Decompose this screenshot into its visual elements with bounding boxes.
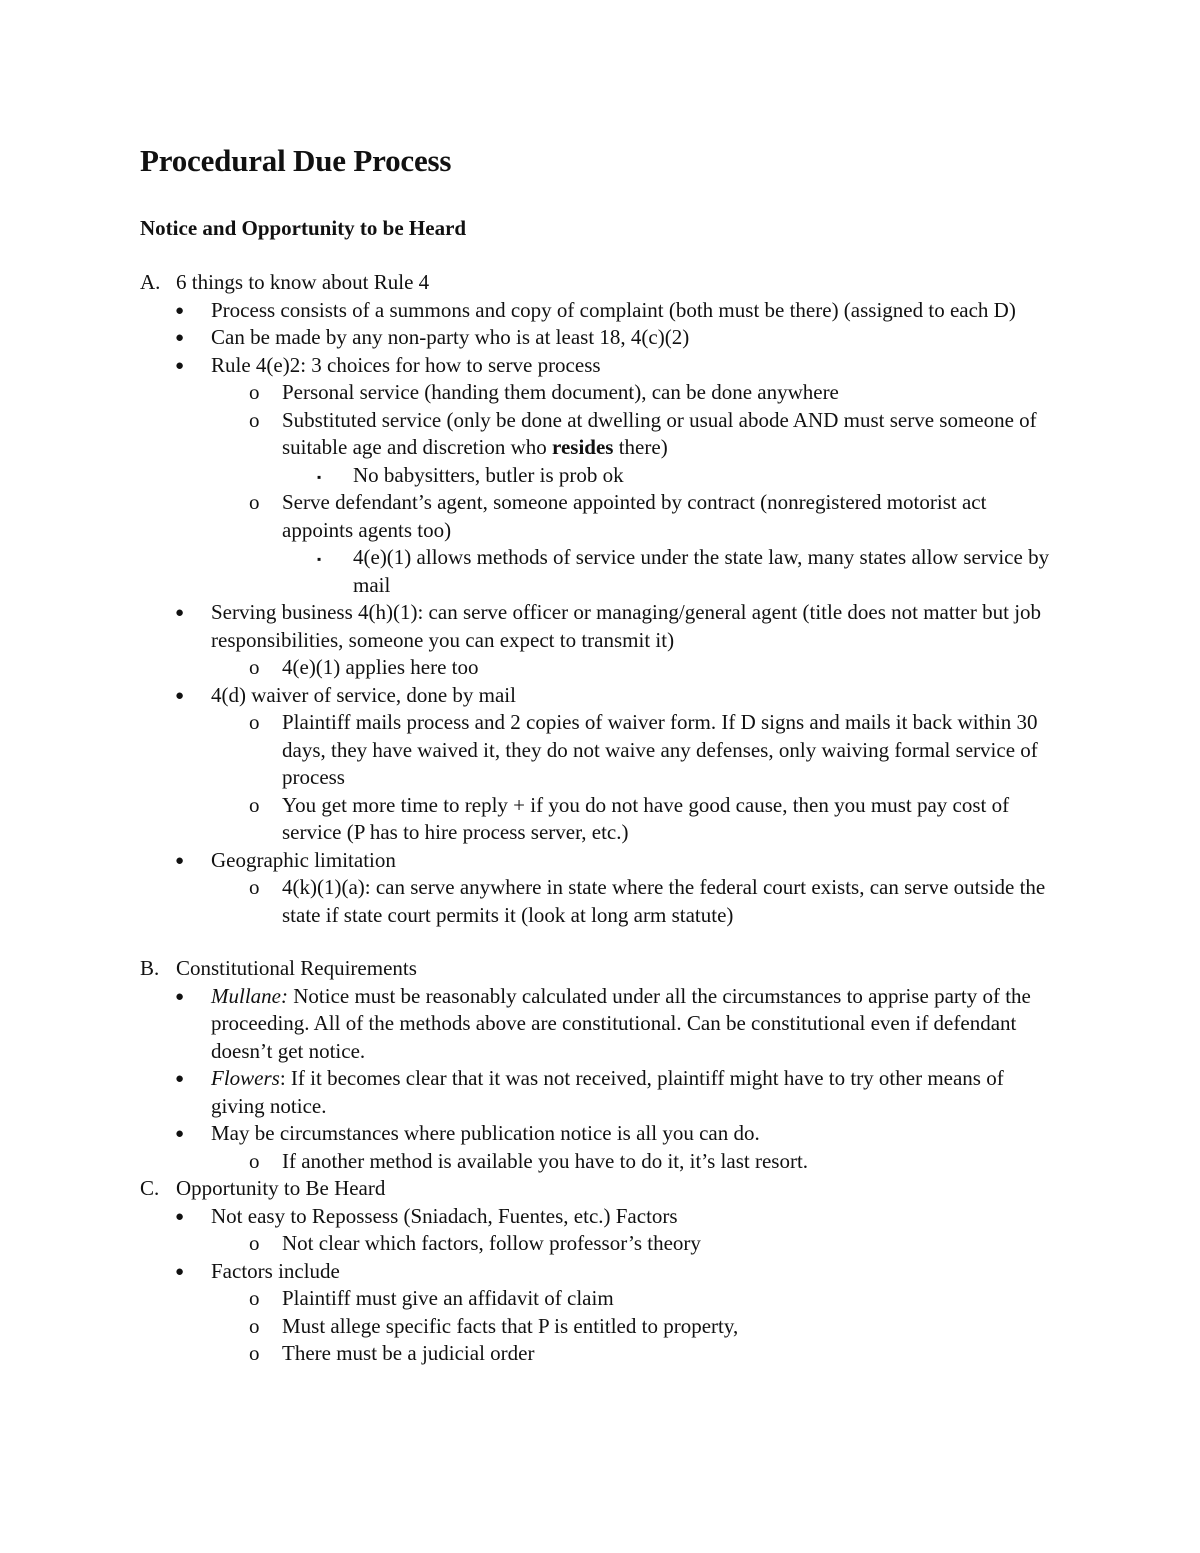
circle-bullet-icon: o xyxy=(249,490,260,514)
item-text: Personal service (handing them document), can be done anywhere xyxy=(282,380,839,404)
item-text: Not easy to Repossess (Sniadach, Fuentes, etc.) Factors xyxy=(211,1203,678,1228)
circle-bullet-icon: o xyxy=(249,407,260,432)
item-text: Process consists of a summons and copy of complaint (both must be there) (assigned to each D) xyxy=(211,297,1016,322)
sub-list-item xyxy=(249,1285,1062,1313)
circle-bullet-icon: o xyxy=(249,1148,260,1173)
bullet-icon: ● xyxy=(175,302,185,319)
list-item xyxy=(175,1120,1061,1148)
item-text: Serve defendant’s agent, someone appointed by contract (nonregistered motorist act appoints agents too) xyxy=(282,490,987,542)
item-text: Rule 4(e)2: 3 choices for how to serve process xyxy=(211,352,601,377)
text-run: : If it becomes clear that it was not received, plaintiff might have to try other means of giving notice. xyxy=(211,1066,1004,1118)
sub-list-item xyxy=(249,1313,1062,1341)
circle-bullet-icon: o xyxy=(249,380,260,404)
item-text: Constitutional Requirements xyxy=(176,956,417,980)
marker-letter: C. xyxy=(140,1176,160,1200)
sub-list-item xyxy=(249,874,1062,929)
sub-sub-list-item xyxy=(317,544,1053,599)
item-text: 4(k)(1)(a): can serve anywhere in state where the federal court exists, can serve outside the state if state court permits it (look at long arm statute) xyxy=(282,875,1046,927)
item-text: There must be a judicial order xyxy=(282,1341,535,1365)
item-text: If another method is available you have to do it, it’s last resort. xyxy=(282,1148,809,1173)
square-bullet-icon: ▪ xyxy=(317,552,322,566)
marker-letter: B. xyxy=(140,956,160,980)
list-item xyxy=(175,599,1061,654)
sub-list-item xyxy=(249,1230,1062,1258)
list-item xyxy=(175,682,1061,710)
sub-list-item xyxy=(249,1340,1062,1368)
bullet-icon: ● xyxy=(175,988,185,1005)
circle-bullet-icon: o xyxy=(249,1231,260,1255)
list-item xyxy=(175,297,1061,325)
sub-sub-list-item xyxy=(317,462,1053,490)
square-bullet-icon: ▪ xyxy=(317,469,322,484)
item-text: Plaintiff must give an affidavit of claim xyxy=(282,1286,614,1310)
list-item xyxy=(175,324,1061,352)
item-text: Plaintiff mails process and 2 copies of waiver form. If D signs and mails it back within 30 days, they have waived it, they do not waive any defenses, only waiving formal service of process xyxy=(282,710,1038,789)
emphasis-text: resides xyxy=(552,435,614,459)
bullet-icon: ● xyxy=(175,1126,185,1142)
text-run: Notice must be reasonably calculated under all the circumstances to apprise party of the proceeding. All of the methods above are constitutional. Can be constitutional even if defendant doesn’t get notice. xyxy=(211,983,1031,1063)
circle-bullet-icon: o xyxy=(249,1313,260,1338)
text-run: there) xyxy=(613,435,668,459)
item-text: No babysitters, butler is prob ok xyxy=(353,462,624,487)
outline xyxy=(0,269,1200,1368)
item-text: 4(e)(1) applies here too xyxy=(282,655,479,679)
bullet-icon: ● xyxy=(175,357,185,374)
circle-bullet-icon: o xyxy=(249,875,260,899)
sub-list-item xyxy=(249,489,1062,544)
list-item xyxy=(175,983,1061,1066)
item-text: 4(d) waiver of service, done by mail xyxy=(211,682,516,707)
circle-bullet-icon: o xyxy=(249,710,260,734)
item-text: Can be made by any non-party who is at least 18, 4(c)(2) xyxy=(211,325,690,349)
circle-bullet-icon: o xyxy=(249,792,260,817)
text-run: Substituted service (only be done at dwelling or usual abode AND must serve someone of suitable age and discretion who xyxy=(282,407,1037,459)
sub-list-item xyxy=(249,379,1062,407)
sub-list-item xyxy=(249,1148,1062,1176)
outline-item-c xyxy=(140,1175,1056,1203)
bullet-icon: ● xyxy=(175,1071,185,1087)
sub-list-item xyxy=(249,654,1062,682)
circle-bullet-icon: o xyxy=(249,1286,260,1310)
item-text: Serving business 4(h)(1): can serve officer or managing/general agent (title does not matter but job responsibilities, someone you can expect to transmit it) xyxy=(211,600,1042,652)
outline-item-a xyxy=(140,269,1056,297)
item-text: Must allege specific facts that P is entitled to property, xyxy=(282,1313,739,1338)
item-text: 4(e)(1) allows methods of service under the state law, many states allow service by mail xyxy=(353,545,1050,597)
list-item xyxy=(175,1203,1061,1231)
list-item xyxy=(175,352,1061,380)
circle-bullet-icon: o xyxy=(249,1341,260,1365)
list-item xyxy=(175,1065,1061,1120)
spacer xyxy=(0,929,1200,955)
case-name: Flowers xyxy=(211,1066,280,1090)
bullet-icon: ● xyxy=(175,687,185,704)
item-text xyxy=(211,1065,1061,1120)
outline-item-b xyxy=(140,955,1056,983)
item-text: May be circumstances where publication notice is all you can do. xyxy=(211,1121,760,1145)
item-text: Geographic limitation xyxy=(211,847,396,872)
sub-list-item xyxy=(249,709,1062,792)
bullet-icon: ● xyxy=(175,330,185,346)
bullet-icon: ● xyxy=(175,1263,185,1280)
circle-bullet-icon: o xyxy=(249,655,260,679)
item-text: Not clear which factors, follow professor’s theory xyxy=(282,1231,701,1255)
page-title: Procedural Due Process xyxy=(140,143,452,178)
bullet-icon: ● xyxy=(175,605,185,621)
sub-list-item xyxy=(249,407,1062,462)
item-text: 6 things to know about Rule 4 xyxy=(176,270,430,294)
sub-list-item xyxy=(249,792,1062,847)
item-text: Factors include xyxy=(211,1258,340,1283)
case-name: Mullane: xyxy=(211,983,288,1008)
item-text xyxy=(211,983,1061,1066)
item-text: You get more time to reply + if you do not have good cause, then you must pay cost of service (P has to hire process server, etc.) xyxy=(282,792,1010,844)
list-item xyxy=(175,847,1061,875)
marker-letter: A. xyxy=(140,270,161,294)
section-heading: Notice and Opportunity to be Heard xyxy=(140,216,467,240)
item-text: Opportunity to Be Heard xyxy=(176,1176,386,1200)
item-text xyxy=(282,407,1062,462)
bullet-icon: ● xyxy=(175,1208,185,1225)
bullet-icon: ● xyxy=(175,852,185,869)
list-item xyxy=(175,1258,1061,1286)
